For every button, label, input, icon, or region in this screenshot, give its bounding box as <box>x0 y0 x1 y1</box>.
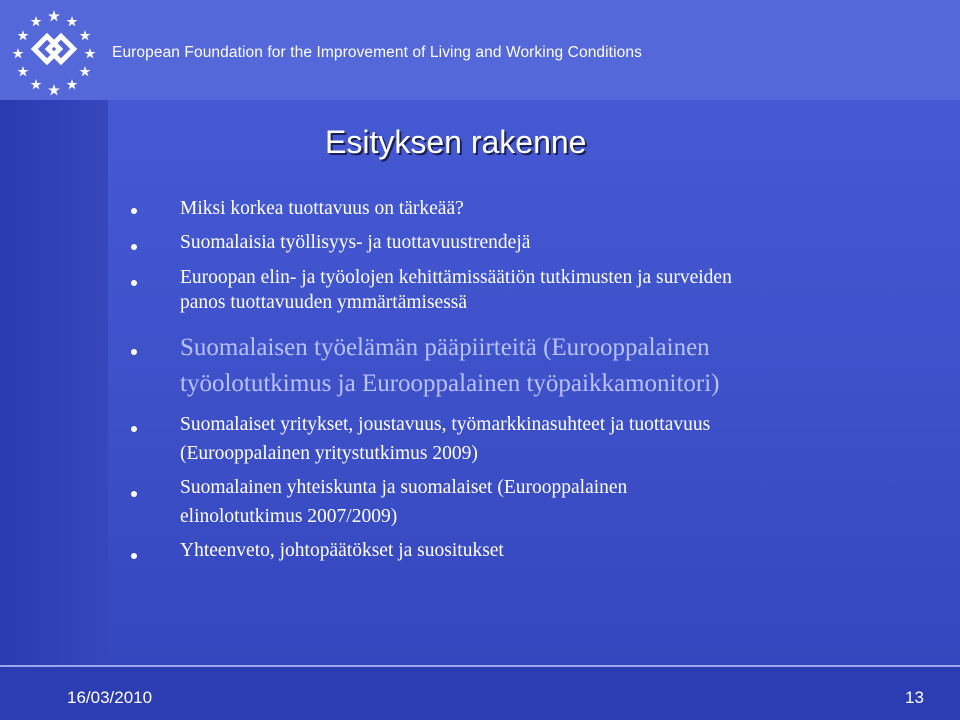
bullet-dot-icon <box>131 280 137 286</box>
bullet-item-5-line-1: Suomalaiset yritykset, joustavuus, työmarkkinasuhteet ja tuottavuus <box>180 414 711 435</box>
bullet-dot-icon <box>131 491 137 497</box>
bullet-item-2-line-1: Suomalaisia työllisyys- ja tuottavuustrendejä <box>180 232 531 253</box>
bullet-item-7-line-1: Yhteenveto, johtopäätökset ja suositukset <box>180 540 504 561</box>
slide-page-number: 13 <box>905 688 924 707</box>
organization-name: European Foundation for the Improvement of Living and Working Conditions <box>112 44 642 61</box>
slide-date: 16/03/2010 <box>67 688 153 707</box>
bullet-item-6-line-2: elinolotutkimus 2007/2009) <box>180 506 398 527</box>
bullet-item-6-line-1: Suomalainen yhteiskunta ja suomalaiset (Eurooppalainen <box>180 477 628 498</box>
footer-divider <box>0 665 960 667</box>
bullet-dot-icon <box>131 349 137 355</box>
bullet-dot-icon <box>131 244 137 250</box>
bullet-item-3-line-1: Euroopan elin- ja työolojen kehittämissäätiön tutkimusten ja surveiden <box>180 267 732 288</box>
bullet-item-3-line-2: panos tuottavuuden ymmärtämisessä <box>180 292 468 313</box>
bullet-item-1-line-1: Miksi korkea tuottavuus on tärkeää? <box>180 198 464 219</box>
bullet-item-5-line-2: (Eurooppalainen yritystutkimus 2009) <box>180 443 478 464</box>
bullet-item-4-line-2: työolotutkimus ja Eurooppalainen työpaikkamonitori) <box>180 370 720 397</box>
slide-title: Esityksen rakenne <box>325 124 587 160</box>
bullet-dot-icon <box>131 208 137 214</box>
bullet-item-4-line-1: Suomalaisen työelämän pääpiirteitä (Eurooppalainen <box>180 334 710 361</box>
bullet-dot-icon <box>131 553 137 559</box>
bullet-dot-icon <box>131 426 137 432</box>
